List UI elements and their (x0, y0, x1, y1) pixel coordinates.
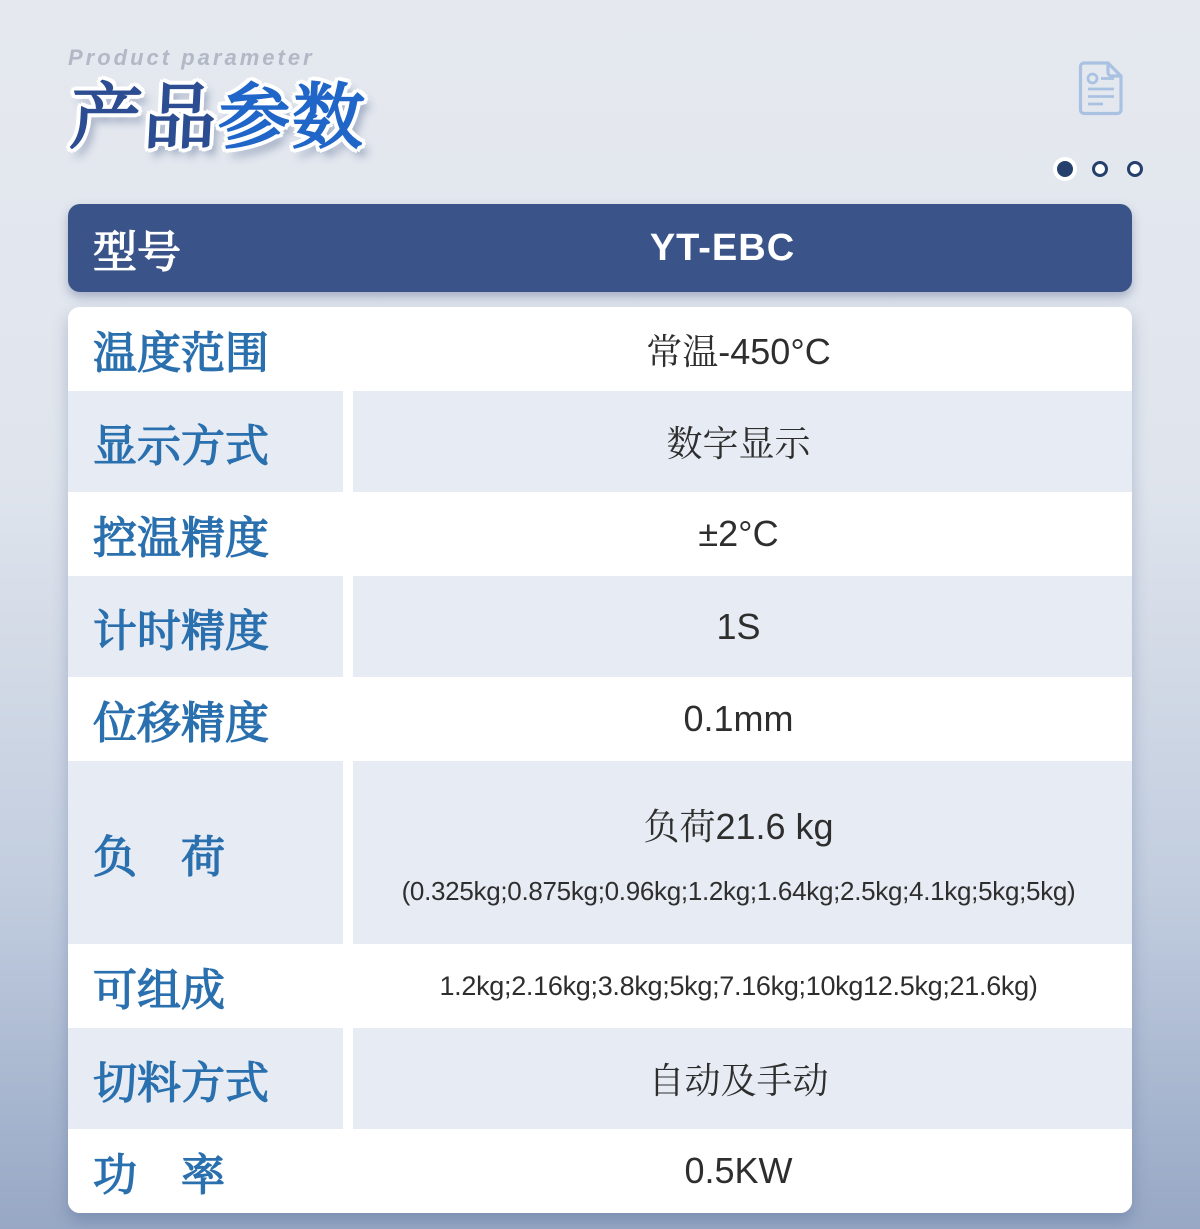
row-value (353, 492, 1132, 576)
row-value-primary: 负荷21.6 kg (643, 805, 834, 847)
document-icon (1076, 60, 1124, 121)
page-title-part1: 产品 (68, 78, 221, 158)
carousel-dot-2[interactable] (1092, 161, 1108, 177)
row-label: 显示方式 (68, 391, 343, 492)
row-value-primary: 1S (716, 605, 761, 647)
row-label: 温度范围 (68, 307, 343, 391)
row-label: 控温精度 (68, 492, 343, 576)
row-value-primary: 自动及手动 (648, 1060, 829, 1102)
column-gap (343, 944, 353, 1028)
corner-cluster (1052, 60, 1148, 177)
table-row (68, 492, 1132, 576)
table-row (68, 307, 1132, 391)
row-label: 切料方式 (68, 1028, 343, 1129)
row-value (353, 677, 1132, 761)
row-value-primary: ±2°C (698, 513, 779, 555)
column-gap (343, 761, 353, 944)
table-row (68, 576, 1132, 677)
column-gap (343, 1028, 353, 1129)
row-value (353, 576, 1132, 677)
table-row (68, 1129, 1132, 1213)
row-value-primary: 0.1mm (683, 698, 794, 740)
column-gap (343, 1129, 353, 1213)
table-row (68, 761, 1132, 944)
table-row (68, 677, 1132, 761)
row-value (353, 761, 1132, 944)
spec-table (68, 307, 1132, 1213)
row-value-primary: 1.2kg;2.16kg;3.8kg;5kg;7.16kg;10kg12.5kg;21.6kg) (439, 970, 1038, 1001)
spec-header-label: 型号 (93, 228, 181, 278)
row-value (353, 391, 1132, 492)
row-label: 功 率 (68, 1129, 343, 1213)
eyebrow-text: Product parameter (68, 45, 315, 70)
row-value-primary: 常温-450°C (646, 330, 831, 372)
column-gap (343, 576, 353, 677)
spec-header-value: YT-EBC (649, 226, 796, 269)
carousel-dot-3[interactable] (1127, 161, 1143, 177)
row-label: 可组成 (68, 944, 343, 1028)
column-gap (343, 677, 353, 761)
row-value (353, 1028, 1132, 1129)
table-row (68, 944, 1132, 1028)
row-label: 负 荷 (68, 761, 343, 944)
carousel-dots (1052, 161, 1148, 177)
row-value (353, 1129, 1132, 1213)
row-value-primary: 数字显示 (666, 423, 811, 465)
row-value (353, 944, 1132, 1028)
carousel-dot-1[interactable] (1057, 161, 1073, 177)
row-label: 计时精度 (68, 576, 343, 677)
row-label: 位移精度 (68, 677, 343, 761)
page-title-part2: 参数 (216, 78, 369, 158)
page-title (68, 79, 1136, 158)
table-row (68, 1028, 1132, 1129)
row-value-primary: 0.5KW (684, 1150, 793, 1192)
spec-table-header (68, 204, 1132, 292)
table-row (68, 391, 1132, 492)
column-gap (343, 391, 353, 492)
column-gap (343, 492, 353, 576)
row-value (353, 307, 1132, 391)
column-gap (343, 307, 353, 391)
row-value-secondary: (0.325kg;0.875kg;0.96kg;1.2kg;1.64kg;2.5kg;4.1kg;5kg;5kg) (401, 875, 1076, 906)
